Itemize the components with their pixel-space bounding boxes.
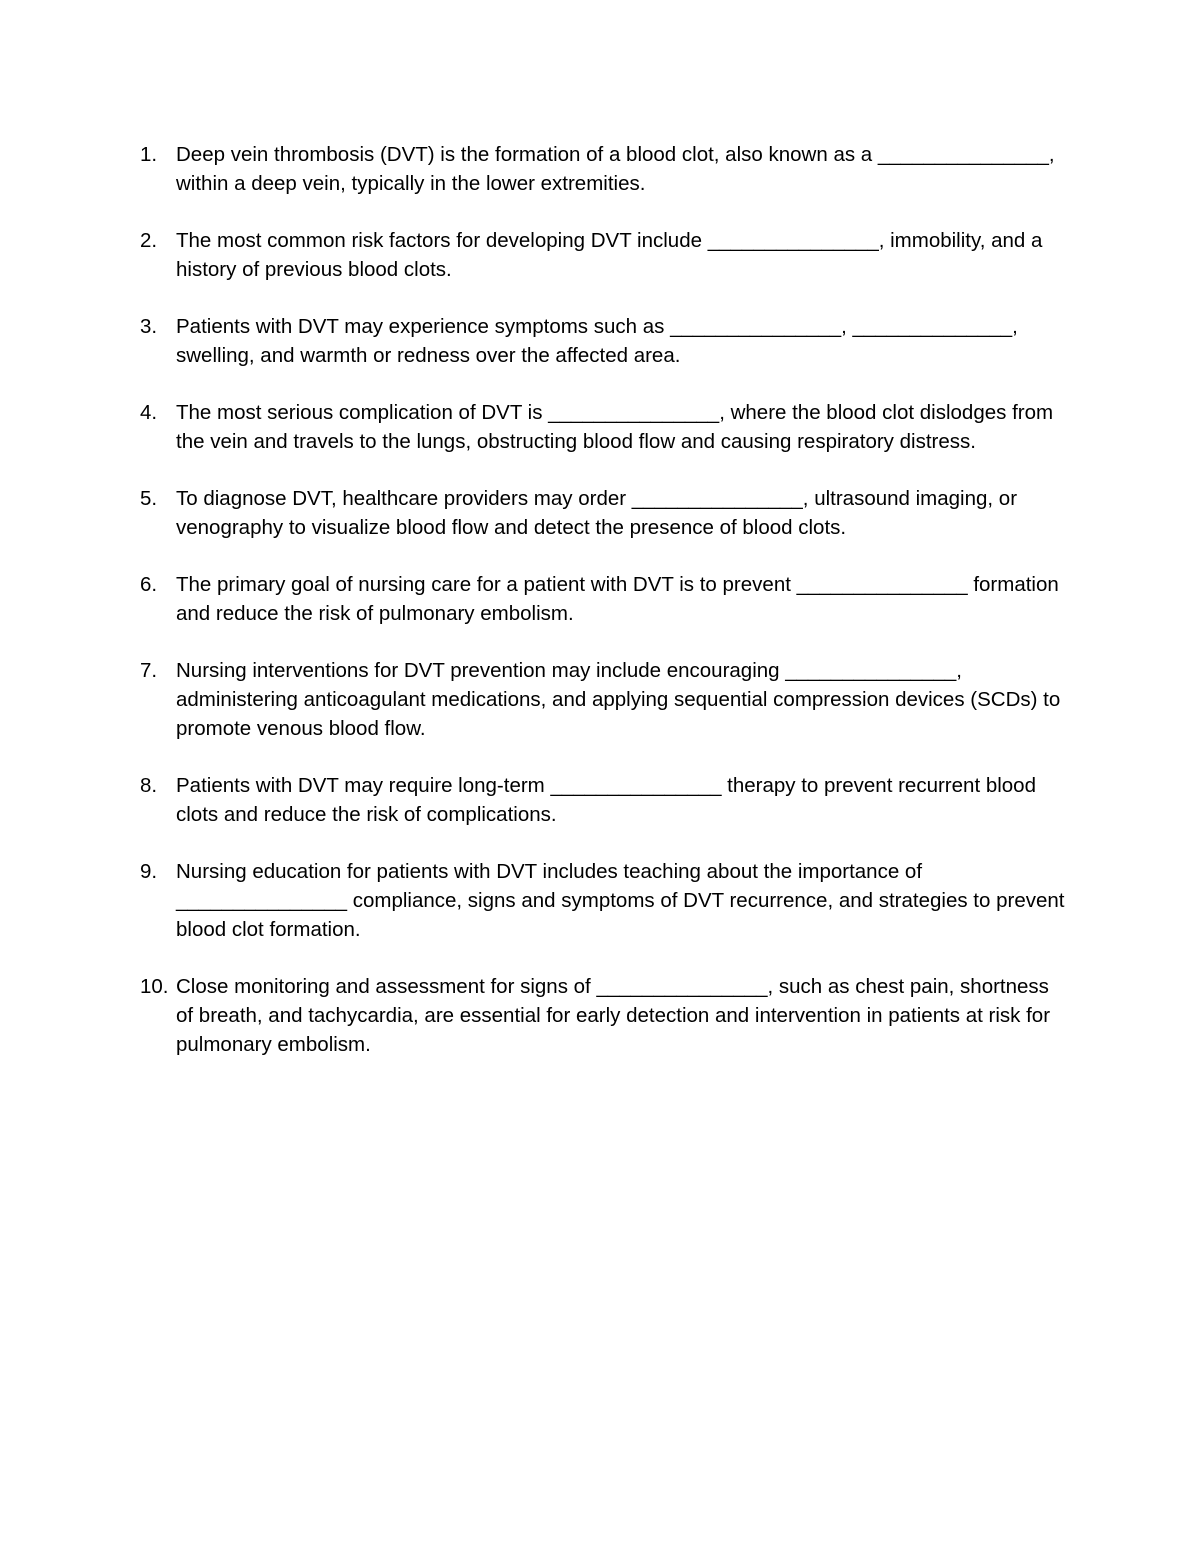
question-text: Close monitoring and assessment for signs of _______________, such as chest pain, shortness of breath, and tachycardia, are essential for early detection and intervention in patients at risk for pulmonary embolism. (176, 975, 1051, 1056)
question-number: 5. (140, 487, 158, 510)
question-text: The most common risk factors for developing DVT include _______________, immobility, and a history of previous blood clots. (176, 229, 1043, 281)
question-item (140, 656, 1070, 743)
question-item (140, 140, 1070, 198)
question-list (140, 140, 1070, 1087)
question-number: 10. (140, 975, 169, 998)
question-number: 7. (140, 659, 158, 682)
question-text: Deep vein thrombosis (DVT) is the formation of a blood clot, also known as a _______________, within a deep vein, typically in the lower extremities. (176, 143, 1055, 195)
question-number: 2. (140, 229, 158, 252)
question-item (140, 570, 1070, 628)
question-text: Nursing interventions for DVT prevention may include encouraging _______________, administering anticoagulant medications, and applying sequential compression devices (SCDs) to promote venous blood flow. (176, 659, 1061, 740)
question-number: 6. (140, 573, 158, 596)
question-text: Patients with DVT may experience symptoms such as _______________, ______________, swelling, and warmth or redness over the affected area. (176, 315, 1018, 367)
question-item (140, 771, 1070, 829)
question-text: Patients with DVT may require long-term _______________ therapy to prevent recurrent blood clots and reduce the risk of complications. (176, 774, 1036, 826)
question-item (140, 226, 1070, 284)
question-text: To diagnose DVT, healthcare providers may order _______________, ultrasound imaging, or venography to visualize blood flow and detect the presence of blood clots. (176, 487, 1018, 539)
question-text: The most serious complication of DVT is _______________, where the blood clot dislodges from the vein and travels to the lungs, obstructing blood flow and causing respiratory distress. (176, 401, 1054, 453)
question-number: 1. (140, 143, 158, 166)
question-text: The primary goal of nursing care for a patient with DVT is to prevent _______________ formation and reduce the risk of pulmonary embolism. (176, 573, 1059, 625)
question-item (140, 398, 1070, 456)
question-number: 4. (140, 401, 158, 424)
question-item (140, 857, 1070, 944)
question-text: Nursing education for patients with DVT includes teaching about the importance of _______________ compliance, signs and symptoms of DVT recurrence, and strategies to prevent blood clot formation. (176, 860, 1065, 941)
question-number: 3. (140, 315, 158, 338)
question-item (140, 312, 1070, 370)
question-item (140, 484, 1070, 542)
question-number: 8. (140, 774, 158, 797)
question-number: 9. (140, 860, 158, 883)
question-item (140, 972, 1070, 1059)
